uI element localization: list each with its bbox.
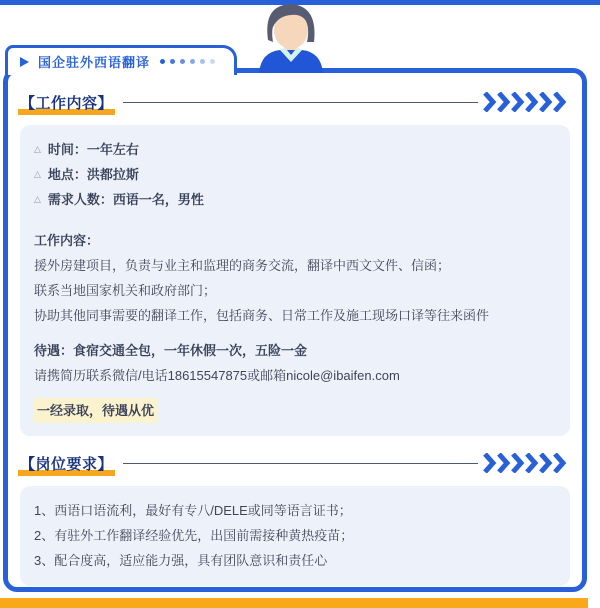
fading-dots-icon bbox=[160, 59, 220, 64]
tab-title: 国企驻外西语翻译 bbox=[38, 55, 151, 70]
contact-line: 请携简历联系微信/电话18615547875或邮箱nicole@ibaifen.com bbox=[34, 368, 400, 383]
section-title bbox=[20, 453, 113, 474]
bullet-text: 时间：一年左右 bbox=[47, 142, 139, 157]
bullet-item-headcount bbox=[34, 187, 556, 212]
spacer bbox=[34, 328, 556, 338]
bullet-item-location bbox=[34, 162, 556, 187]
requirement-line: 1、西语口语流利，最好有专八/DELE或同等语言证书； bbox=[34, 503, 352, 518]
person-avatar-icon bbox=[238, 0, 342, 73]
bullet-item-time bbox=[34, 137, 556, 162]
header-rule bbox=[123, 463, 478, 464]
requirement-line: 3、配合度高，适应能力强，具有团队意识和责任心 bbox=[34, 553, 328, 568]
spacer bbox=[34, 388, 556, 398]
section-header-requirements bbox=[14, 452, 572, 474]
play-triangle-icon bbox=[20, 57, 29, 67]
chevrons-right-icon bbox=[482, 92, 570, 112]
highlight-note: 一经录取，待遇从优 bbox=[34, 398, 157, 423]
chevrons-right-icon bbox=[482, 453, 570, 473]
duty-line: 联系当地国家机关和政府部门； bbox=[34, 283, 217, 298]
duty-line: 协助其他同事需要的翻译工作，包括商务、日常工作及施工现场口译等往来函件 bbox=[34, 308, 490, 323]
avatar bbox=[238, 0, 342, 73]
bullet-text: 地点：洪都拉斯 bbox=[47, 167, 139, 182]
job-content-card bbox=[20, 125, 570, 436]
content-frame bbox=[3, 68, 587, 592]
requirements-card bbox=[20, 486, 570, 586]
header-rule bbox=[123, 102, 478, 103]
title-tab bbox=[5, 45, 237, 75]
bottom-accent-bar bbox=[0, 598, 588, 608]
section-title-text: 【岗位要求】 bbox=[20, 455, 114, 473]
section-title bbox=[20, 92, 113, 113]
spacer bbox=[34, 212, 556, 228]
section-header-job-content bbox=[14, 91, 572, 113]
triangle-bullet-icon: △ bbox=[34, 169, 41, 179]
duty-line: 援外房建项目，负责与业主和监理的商务交流，翻译中西文文件、信函； bbox=[34, 258, 451, 273]
bullet-text: 需求人数：西语一名，男性 bbox=[47, 192, 204, 207]
section-title-text: 【工作内容】 bbox=[20, 94, 114, 112]
triangle-bullet-icon: △ bbox=[34, 144, 41, 154]
content-frame-inner bbox=[8, 73, 582, 587]
triangle-bullet-icon: △ bbox=[34, 194, 41, 204]
requirement-line: 2、有驻外工作翻译经验优先，出国前需接种黄热疫苗； bbox=[34, 528, 354, 543]
duties-heading: 工作内容： bbox=[34, 233, 100, 248]
benefits-line: 待遇：食宿交通全包，一年休假一次，五险一金 bbox=[34, 343, 308, 358]
